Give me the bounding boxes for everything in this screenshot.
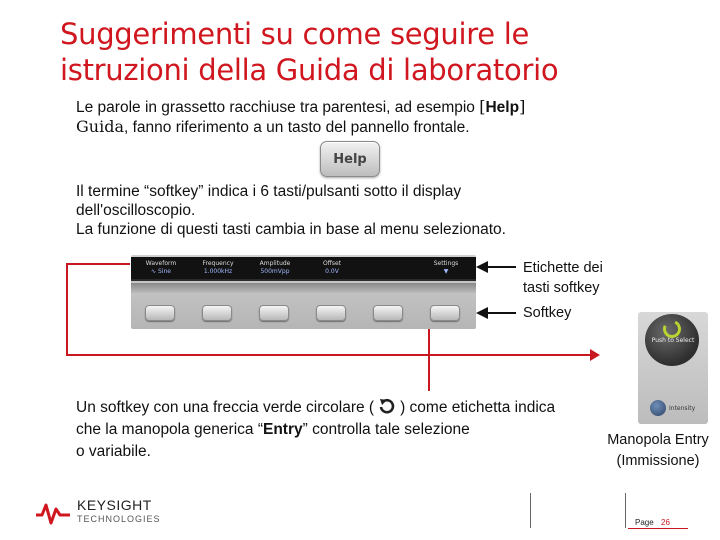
arrow-line-labels — [486, 266, 516, 268]
screen-cell-waveform — [133, 257, 189, 281]
cell-value: ▼ — [443, 268, 449, 275]
knob-caption-line-2: (Immissione) — [616, 453, 700, 469]
softkey-description — [76, 182, 636, 239]
softkey-button-1[interactable] — [145, 305, 175, 321]
entry-text: Un softkey con una freccia verde circolare ( — [76, 399, 375, 416]
softkey-caption: Softkey — [523, 305, 572, 321]
cell-value: 1.000kHz — [203, 268, 233, 275]
screen-cell-amplitude — [247, 257, 303, 281]
softkey-desc-line-1: Il termine “softkey” indica i 6 tasti/pulsanti sotto il display — [76, 183, 462, 200]
softkey-button-2[interactable] — [202, 305, 232, 321]
screen-cell-frequency — [190, 257, 246, 281]
cell-label: Amplitude — [259, 260, 291, 267]
page-label: Page — [635, 518, 654, 527]
knob-caption — [597, 430, 719, 472]
intro-guida-word: Guida — [76, 117, 124, 136]
bracket-stem — [428, 329, 430, 391]
intro-bold-help: Help — [485, 99, 520, 116]
softkey-display — [131, 257, 476, 281]
softkey-button-3[interactable] — [259, 305, 289, 321]
help-key — [320, 141, 380, 177]
bracket-open: [ — [479, 97, 486, 116]
front-panel — [131, 255, 476, 329]
screen-cell-settings — [418, 257, 474, 281]
entry-line-1 — [76, 397, 636, 419]
intro-text-rest: , fanno riferimento a un tasto del pannello frontale. — [123, 119, 470, 136]
cell-label: Settings — [433, 260, 459, 267]
intro-line-1 — [76, 97, 636, 117]
footer-divider — [625, 493, 626, 528]
entry-knob-panel — [638, 312, 708, 424]
page-underline — [628, 528, 688, 529]
page-number: 26 — [661, 518, 670, 527]
knob-caption-line-1: Manopola Entry — [607, 432, 709, 448]
cell-label: Waveform — [145, 260, 177, 267]
screen-cell-offset — [304, 257, 360, 281]
softkey-labels-caption — [523, 258, 603, 298]
entry-text: ” controlla tale selezione — [302, 421, 470, 438]
softkey-button-4[interactable] — [316, 305, 346, 321]
entry-text: che la manopola generica “ — [76, 421, 263, 438]
intro-paragraph — [76, 97, 636, 137]
bracket-close: ] — [519, 97, 526, 116]
entry-line-2 — [76, 419, 636, 441]
title-line-1: Suggerimenti su come seguire le — [60, 17, 529, 51]
cell-value: ∿ Sine — [151, 268, 171, 275]
bracket-top — [66, 263, 130, 265]
caption-line-1: Etichette dei — [523, 260, 603, 276]
softkey-desc-line-3: La funzione di questi tasti cambia in base al menu selezionato. — [76, 221, 506, 238]
brand-subtitle: TECHNOLOGIES — [77, 514, 161, 524]
entry-text: ) come etichetta indica — [400, 399, 556, 416]
cell-label: Frequency — [202, 260, 234, 267]
entry-bold: Entry — [262, 421, 303, 438]
softkey-button-5[interactable] — [373, 305, 403, 321]
bracket-bottom — [66, 354, 594, 356]
caption-line-2: tasti softkey — [523, 280, 600, 296]
arrow-line-softkey — [486, 312, 516, 314]
bracket-arrowhead — [590, 349, 600, 361]
entry-line-3: o variabile. — [76, 443, 151, 460]
bracket-left — [66, 263, 68, 356]
intro-line-2 — [76, 117, 636, 137]
push-to-select-label: Push to Select — [651, 337, 695, 344]
intro-text: Le parole in grassetto racchiuse tra parentesi, ad esempio — [76, 99, 480, 116]
cell-value: 0.0V — [325, 268, 339, 275]
keysight-logo-icon — [36, 499, 70, 525]
panel-bezel — [131, 283, 476, 293]
title-line-2: istruzioni della Guida di laboratorio — [60, 53, 559, 87]
intensity-button[interactable] — [650, 400, 666, 416]
softkey-desc-line-2: dell'oscilloscopio. — [76, 202, 196, 219]
entry-description — [76, 397, 636, 463]
softkey-button-6[interactable] — [430, 305, 460, 321]
intensity-label: Intensity — [669, 405, 696, 412]
help-key-label: Help — [333, 151, 367, 167]
cell-label: Offset — [322, 260, 342, 267]
brand-name: KEYSIGHT — [77, 497, 152, 513]
cell-value: 500mVpp — [260, 268, 290, 275]
screen-cell-empty — [361, 257, 417, 281]
footer-divider — [530, 493, 531, 528]
slide-title — [60, 16, 700, 88]
green-circular-arrow-icon — [376, 396, 398, 416]
